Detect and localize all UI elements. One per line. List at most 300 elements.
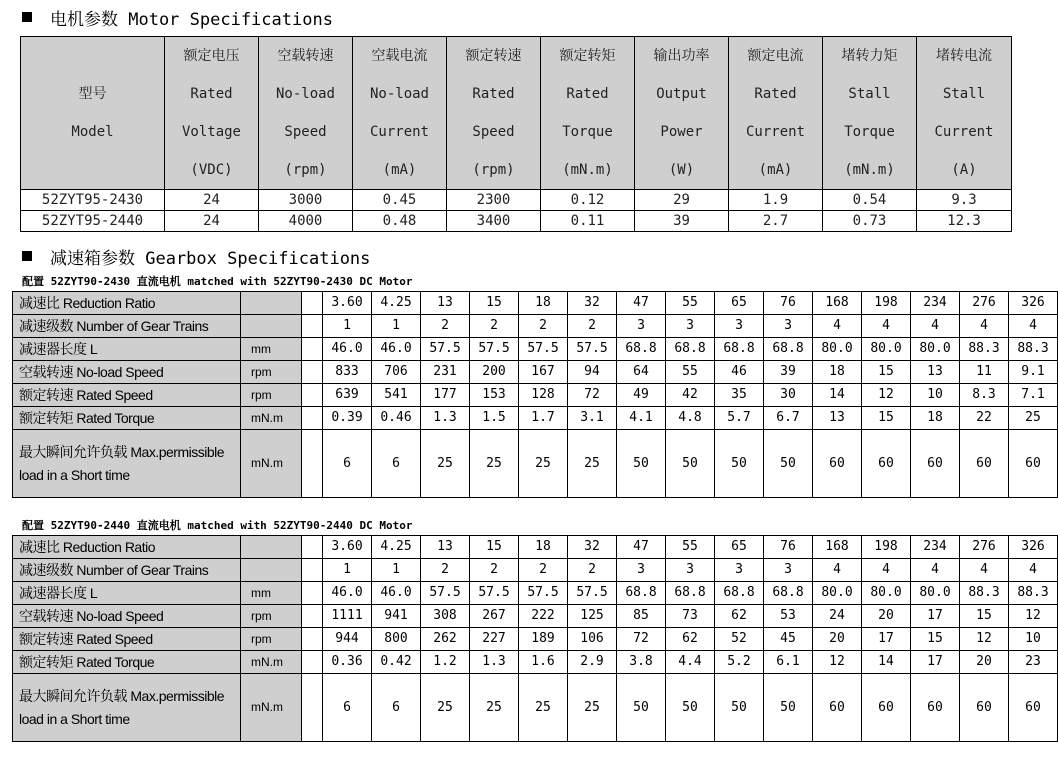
table-cell: 42 (666, 384, 715, 407)
row-unit: mm (241, 338, 302, 361)
table-cell: 88.3 (960, 582, 1009, 605)
row-label: 减速级数 Number of Gear Trains (13, 315, 241, 338)
table-cell: 20 (813, 628, 862, 651)
table-row (13, 628, 1058, 651)
table-cell: 0.46 (372, 407, 421, 430)
table-cell: 1.7 (519, 407, 568, 430)
table-cell: 23 (1009, 651, 1058, 674)
table-row (13, 361, 1058, 384)
table-cell: 32 (568, 292, 617, 315)
table-cell: 24 (165, 190, 259, 211)
table-cell: 12 (862, 384, 911, 407)
table-cell: 25 (421, 674, 470, 742)
table-cell: 57.5 (421, 338, 470, 361)
table-cell: 4 (813, 559, 862, 582)
table-cell: 222 (519, 605, 568, 628)
header-rated-torque: 额定转矩 Rated Torque (mN.m) (541, 37, 635, 190)
table-cell: 88.3 (960, 338, 1009, 361)
table-cell: 0.73 (823, 211, 917, 232)
row-unit (241, 559, 302, 582)
table-cell: 2300 (447, 190, 541, 211)
table-cell: 24 (813, 605, 862, 628)
table-cell: 15 (960, 605, 1009, 628)
table-cell: 60 (813, 674, 862, 742)
table-cell: 1.9 (729, 190, 823, 211)
table-cell: 3 (715, 559, 764, 582)
square-bullet-icon (22, 251, 32, 261)
table-cell: 25 (1009, 407, 1058, 430)
table-cell: 3.8 (617, 651, 666, 674)
table-cell: 3 (764, 315, 813, 338)
row-label: 空载转速 No-load Speed (13, 361, 241, 384)
table-cell: 46.0 (372, 582, 421, 605)
table-cell: 13 (421, 292, 470, 315)
table-cell: 0.11 (541, 211, 635, 232)
table-cell: 3 (666, 559, 715, 582)
table-cell: 30 (764, 384, 813, 407)
table-cell: 15 (862, 407, 911, 430)
table-cell: 9.1 (1009, 361, 1058, 384)
table-cell: 4 (960, 315, 1009, 338)
table-cell: 57.5 (519, 582, 568, 605)
table-cell: 6 (372, 674, 421, 742)
table-cell: 68.8 (715, 582, 764, 605)
motor-row (21, 211, 1012, 232)
table-cell: 4 (911, 315, 960, 338)
table-cell: 18 (519, 536, 568, 559)
table-cell: 22 (960, 407, 1009, 430)
table-cell: 4.25 (372, 292, 421, 315)
table-cell: 3 (764, 559, 813, 582)
spacer-cell (302, 605, 323, 628)
table-cell: 46.0 (372, 338, 421, 361)
table-cell: 941 (372, 605, 421, 628)
table-cell: 200 (470, 361, 519, 384)
table-cell: 68.8 (764, 338, 813, 361)
row-label: 额定转矩 Rated Torque (13, 651, 241, 674)
table-cell: 2.7 (729, 211, 823, 232)
table-cell: 177 (421, 384, 470, 407)
table-cell: 3 (666, 315, 715, 338)
table-cell: 2 (519, 315, 568, 338)
row-unit (241, 536, 302, 559)
table-cell: 68.8 (764, 582, 813, 605)
table-cell: 267 (470, 605, 519, 628)
table-cell: 2 (421, 559, 470, 582)
table-cell: 4 (862, 315, 911, 338)
table-cell: 3 (617, 315, 666, 338)
table-cell: 6.1 (764, 651, 813, 674)
table-cell: 4000 (259, 211, 353, 232)
header-rated-voltage: 额定电压 Rated Voltage (VDC) (165, 37, 259, 190)
table-row (13, 292, 1058, 315)
table-cell: 14 (813, 384, 862, 407)
table-cell: 29 (635, 190, 729, 211)
table-cell: 57.5 (568, 338, 617, 361)
row-label: 额定转速 Rated Speed (13, 628, 241, 651)
row-label: 减速比 Reduction Ratio (13, 536, 241, 559)
table-cell: 62 (666, 628, 715, 651)
table-cell: 50 (666, 674, 715, 742)
table-cell: 4.25 (372, 536, 421, 559)
gearbox-section-title-text: 减速箱参数 Gearbox Specifications (50, 248, 371, 269)
table-cell: 2 (568, 315, 617, 338)
table-cell: 3000 (259, 190, 353, 211)
table-cell: 53 (764, 605, 813, 628)
table-cell: 80.0 (813, 582, 862, 605)
table-cell: 15 (862, 361, 911, 384)
table-cell: 2 (568, 559, 617, 582)
table-cell: 80.0 (862, 582, 911, 605)
table-cell: 198 (862, 292, 911, 315)
table-cell: 50 (764, 430, 813, 498)
table-cell: 60 (813, 430, 862, 498)
table-cell: 1.3 (421, 407, 470, 430)
table-cell: 46.0 (323, 582, 372, 605)
table-cell: 276 (960, 292, 1009, 315)
row-unit (241, 315, 302, 338)
table-cell: 168 (813, 292, 862, 315)
table-cell: 5.2 (715, 651, 764, 674)
table-cell: 4.1 (617, 407, 666, 430)
motor-row (21, 190, 1012, 211)
row-unit: rpm (241, 628, 302, 651)
table-cell: 55 (666, 361, 715, 384)
table-cell: 153 (470, 384, 519, 407)
table-row (13, 582, 1058, 605)
table-cell: 25 (470, 674, 519, 742)
table-row (13, 536, 1058, 559)
header-stall-current: 堵转电流 Stall Current (A) (917, 37, 1012, 190)
table-cell: 13 (813, 407, 862, 430)
table-cell: 18 (813, 361, 862, 384)
table-cell: 50 (715, 430, 764, 498)
table-cell: 80.0 (862, 338, 911, 361)
spacer-cell (302, 628, 323, 651)
table-cell: 1.3 (470, 651, 519, 674)
table-cell: 6 (372, 430, 421, 498)
table-cell: 65 (715, 536, 764, 559)
gearbox-table-2-subtitle: 配置 52ZYT90-2440 直流电机 matched with 52ZYT90-2440 DC Motor (22, 519, 413, 532)
header-rated-current: 额定电流 Rated Current (mA) (729, 37, 823, 190)
table-cell: 15 (911, 628, 960, 651)
table-cell: 60 (911, 430, 960, 498)
table-cell: 24 (165, 211, 259, 232)
spacer-cell (302, 338, 323, 361)
table-cell: 68.8 (715, 338, 764, 361)
table-cell: 2.9 (568, 651, 617, 674)
table-row (13, 384, 1058, 407)
table-cell: 800 (372, 628, 421, 651)
row-label: 最大瞬间允许负载 Max.permissible load in a Short time (13, 674, 241, 742)
table-cell: 6 (323, 430, 372, 498)
table-cell: 9.3 (917, 190, 1012, 211)
table-cell: 94 (568, 361, 617, 384)
header-noload-current: 空载电流 No-load Current (mA) (353, 37, 447, 190)
table-cell: 39 (635, 211, 729, 232)
row-unit: mN.m (241, 651, 302, 674)
table-cell: 541 (372, 384, 421, 407)
row-unit: mN.m (241, 407, 302, 430)
table-cell: 68.8 (617, 582, 666, 605)
table-cell: 4.8 (666, 407, 715, 430)
table-cell: 35 (715, 384, 764, 407)
table-row (13, 651, 1058, 674)
table-cell: 80.0 (911, 338, 960, 361)
table-cell: 60 (1009, 430, 1058, 498)
table-cell: 3400 (447, 211, 541, 232)
table-cell: 0.45 (353, 190, 447, 211)
table-cell: 106 (568, 628, 617, 651)
spacer-cell (302, 536, 323, 559)
table-cell: 73 (666, 605, 715, 628)
square-bullet-icon (22, 12, 32, 22)
table-cell: 706 (372, 361, 421, 384)
table-cell: 60 (960, 674, 1009, 742)
table-cell: 4 (911, 559, 960, 582)
table-cell: 3.60 (323, 292, 372, 315)
table-cell: 60 (911, 674, 960, 742)
motor-section-title (22, 4, 333, 30)
table-cell: 60 (862, 430, 911, 498)
table-cell: 11 (960, 361, 1009, 384)
header-rated-speed: 额定转速 Rated Speed (rpm) (447, 37, 541, 190)
table-cell: 80.0 (911, 582, 960, 605)
table-cell: 50 (764, 674, 813, 742)
table-cell: 2 (470, 315, 519, 338)
table-cell: 85 (617, 605, 666, 628)
table-cell: 72 (617, 628, 666, 651)
table-cell: 326 (1009, 292, 1058, 315)
table-cell: 20 (960, 651, 1009, 674)
table-cell: 0.42 (372, 651, 421, 674)
table-cell: 5.7 (715, 407, 764, 430)
row-unit: rpm (241, 361, 302, 384)
row-label: 减速级数 Number of Gear Trains (13, 559, 241, 582)
table-cell: 234 (911, 292, 960, 315)
table-row (13, 559, 1058, 582)
table-cell: 17 (911, 651, 960, 674)
gearbox-table-1 (12, 291, 1058, 498)
table-cell: 308 (421, 605, 470, 628)
table-cell: 25 (519, 674, 568, 742)
table-cell: 4 (1009, 315, 1058, 338)
spacer-cell (302, 651, 323, 674)
table-cell: 2 (470, 559, 519, 582)
table-cell: 128 (519, 384, 568, 407)
table-cell: 4 (813, 315, 862, 338)
row-label: 减速比 Reduction Ratio (13, 292, 241, 315)
spacer-cell (302, 292, 323, 315)
table-cell: 64 (617, 361, 666, 384)
table-cell: 18 (519, 292, 568, 315)
gearbox-table-1-subtitle: 配置 52ZYT90-2430 直流电机 matched with 52ZYT90-2430 DC Motor (22, 275, 413, 288)
table-cell: 65 (715, 292, 764, 315)
table-cell: 62 (715, 605, 764, 628)
table-cell: 168 (813, 536, 862, 559)
row-unit: mm (241, 582, 302, 605)
table-cell: 0.12 (541, 190, 635, 211)
table-cell: 25 (519, 430, 568, 498)
row-unit (241, 292, 302, 315)
table-cell: 4.4 (666, 651, 715, 674)
table-cell: 68.8 (666, 338, 715, 361)
spacer-cell (302, 315, 323, 338)
table-cell: 1.5 (470, 407, 519, 430)
table-cell: 10 (911, 384, 960, 407)
table-cell: 12 (1009, 605, 1058, 628)
table-cell: 3.1 (568, 407, 617, 430)
cell-model: 52ZYT95-2430 (21, 190, 165, 211)
table-cell: 68.8 (666, 582, 715, 605)
table-row (13, 605, 1058, 628)
spacer-cell (302, 430, 323, 498)
table-cell: 6.7 (764, 407, 813, 430)
table-cell: 50 (617, 430, 666, 498)
table-cell: 1.2 (421, 651, 470, 674)
table-cell: 1 (372, 559, 421, 582)
table-cell: 2 (421, 315, 470, 338)
table-cell: 49 (617, 384, 666, 407)
table-cell: 47 (617, 292, 666, 315)
header-model: 型号 Model (21, 37, 165, 190)
table-cell: 50 (666, 430, 715, 498)
table-cell: 57.5 (568, 582, 617, 605)
table-cell: 60 (1009, 674, 1058, 742)
table-cell: 46.0 (323, 338, 372, 361)
table-cell: 8.3 (960, 384, 1009, 407)
table-cell: 13 (421, 536, 470, 559)
row-label: 减速器长度 L (13, 338, 241, 361)
table-cell: 14 (862, 651, 911, 674)
table-cell: 6 (323, 674, 372, 742)
table-row (13, 338, 1058, 361)
header-noload-speed: 空载转速 No-load Speed (rpm) (259, 37, 353, 190)
table-cell: 72 (568, 384, 617, 407)
row-unit: mN.m (241, 674, 302, 742)
table-cell: 0.39 (323, 407, 372, 430)
table-cell: 231 (421, 361, 470, 384)
table-cell: 326 (1009, 536, 1058, 559)
table-cell: 262 (421, 628, 470, 651)
table-cell: 50 (617, 674, 666, 742)
table-cell: 198 (862, 536, 911, 559)
table-row (13, 407, 1058, 430)
table-cell: 57.5 (421, 582, 470, 605)
table-cell: 46 (715, 361, 764, 384)
motor-section-title-text: 电机参数 Motor Specifications (50, 9, 333, 30)
row-label: 额定转速 Rated Speed (13, 384, 241, 407)
table-cell: 2 (519, 559, 568, 582)
table-cell: 20 (862, 605, 911, 628)
table-cell: 639 (323, 384, 372, 407)
spacer-cell (302, 674, 323, 742)
table-cell: 12.3 (917, 211, 1012, 232)
spacer-cell (302, 384, 323, 407)
table-cell: 0.48 (353, 211, 447, 232)
spacer-cell (302, 582, 323, 605)
row-label: 额定转矩 Rated Torque (13, 407, 241, 430)
table-cell: 1.6 (519, 651, 568, 674)
table-cell: 60 (862, 674, 911, 742)
table-cell: 55 (666, 292, 715, 315)
table-cell: 0.36 (323, 651, 372, 674)
gearbox-table-2 (12, 535, 1058, 742)
table-cell: 17 (862, 628, 911, 651)
table-cell: 15 (470, 292, 519, 315)
table-cell: 68.8 (617, 338, 666, 361)
row-label: 空载转速 No-load Speed (13, 605, 241, 628)
table-cell: 167 (519, 361, 568, 384)
table-cell: 4 (862, 559, 911, 582)
table-cell: 1111 (323, 605, 372, 628)
row-label: 最大瞬间允许负载 Max.permissible load in a Short time (13, 430, 241, 498)
table-cell: 55 (666, 536, 715, 559)
spacer-cell (302, 407, 323, 430)
table-cell: 4 (960, 559, 1009, 582)
table-cell: 12 (960, 628, 1009, 651)
table-cell: 88.3 (1009, 338, 1058, 361)
table-cell: 234 (911, 536, 960, 559)
motor-spec-table (20, 36, 1012, 232)
spacer-cell (302, 361, 323, 384)
table-row (13, 430, 1058, 498)
table-cell: 4 (1009, 559, 1058, 582)
table-cell: 833 (323, 361, 372, 384)
table-cell: 57.5 (470, 338, 519, 361)
table-row (13, 674, 1058, 742)
table-cell: 125 (568, 605, 617, 628)
table-cell: 25 (421, 430, 470, 498)
table-cell: 1 (372, 315, 421, 338)
table-cell: 3 (617, 559, 666, 582)
table-cell: 57.5 (470, 582, 519, 605)
table-cell: 50 (715, 674, 764, 742)
table-cell: 60 (960, 430, 1009, 498)
table-cell: 52 (715, 628, 764, 651)
gearbox-section-title (22, 243, 370, 269)
table-cell: 57.5 (519, 338, 568, 361)
spacer-cell (302, 559, 323, 582)
table-cell: 276 (960, 536, 1009, 559)
table-cell: 17 (911, 605, 960, 628)
row-unit: rpm (241, 384, 302, 407)
header-stall-torque: 堵转力矩 Stall Torque (mN.m) (823, 37, 917, 190)
table-cell: 13 (911, 361, 960, 384)
table-cell: 189 (519, 628, 568, 651)
table-cell: 76 (764, 292, 813, 315)
table-cell: 0.54 (823, 190, 917, 211)
table-cell: 7.1 (1009, 384, 1058, 407)
table-cell: 45 (764, 628, 813, 651)
table-cell: 76 (764, 536, 813, 559)
row-unit: rpm (241, 605, 302, 628)
table-cell: 227 (470, 628, 519, 651)
table-cell: 1 (323, 559, 372, 582)
table-cell: 18 (911, 407, 960, 430)
table-cell: 32 (568, 536, 617, 559)
table-cell: 25 (568, 674, 617, 742)
cell-model: 52ZYT95-2440 (21, 211, 165, 232)
table-cell: 39 (764, 361, 813, 384)
motor-header-row (21, 37, 1012, 190)
table-cell: 80.0 (813, 338, 862, 361)
table-cell: 12 (813, 651, 862, 674)
row-label: 减速器长度 L (13, 582, 241, 605)
table-cell: 25 (470, 430, 519, 498)
table-cell: 15 (470, 536, 519, 559)
row-unit: mN.m (241, 430, 302, 498)
